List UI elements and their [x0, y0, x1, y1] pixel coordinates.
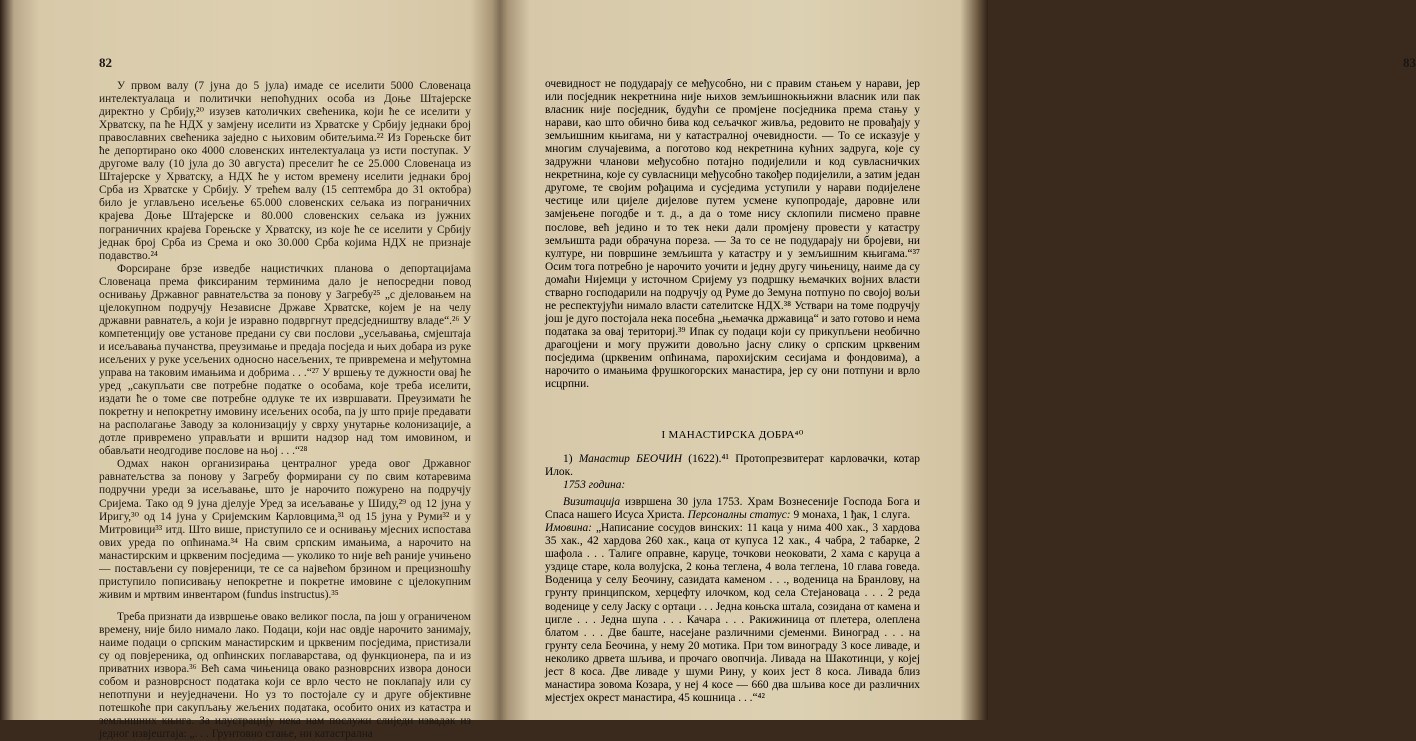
visitation: Визитација извршена 30 јула 1753. Храм Вознесеније Господа Бога и Спаса нашего Исуса Христа. Персоналны статус: 9 монаха, 1 ђак, 1 слуга.: [545, 496, 920, 522]
entry-title: 1) Манастир БЕОЧИН (1622).⁴¹ Протопрезвитерат карловачки, котар Илок.: [545, 453, 920, 479]
property-list: Имовина: „Написание сосудов винских: 11 каца у нима 400 хак., 3 хардова 35 хак., 42 хардова 260 хак., кацa от купуса 12 хак., 4 чабра, 2 табарке, 2 шафола . . . Талиге оправне, каруце, точкови неоковати, 2 хама с каруца а уздице старе, кола волујска, 2 коња тегленa, 4 вола тегленa, 10 глава говеда. Воденица у селу Беочину, сазидата каменом . . ., воденица на Бранлову, на грунту принципском, херцефту илочком, код села Стејановаца . . . 2 реда воденице у селу Јаску с ортаци . . . Једна коњска штала, созидана от камена и цигле . . . Једна шупа . . . Качара . . . Ракижиница от плетера, олеплена блатом . . . Две баште, насејане различними сјеменми. Виноград . . . на грунту села Беочина, у нему 20 мотика. При том винограду 3 косе ливаде, и неколико дрвета шљива, и прочаго овопчија. Ливада на Шакотинци, у којеj јест 8 коса. Две ливаде у шуми Рину, у коих јест 8 коса. Ливада близ манастира зовома Козара, у неј 4 косе — 660 два шљива косе ди различних мјестјех окрест манастира, 45 кошница . . .“⁴²: [545, 522, 920, 704]
paragraph: У првом валу (7 јуна до 5 јула) имаде се иселити 5000 Словенаца интелектуалаца и политички непоћудних особа из Доње Штајерске директно у Србију,²⁰ изузев католичких свећеника, који ће се иселити у Хрватску, па ће НДХ у замјену иселити из Хрватске у Србију једнаки број православних свећеника заједно с њиховим обитељима.²² Из Горењске бит ће депортирано око 4000 словенских интелектуалаца уз исти поступак. У другоме валу (10 јула до 30 августа) преселит ће се 25.000 Словенаца из Штајерске у Хрватску, а НДХ ће у истом времену иселити једнаки број Срба из Хрватске у Србију. У трећем валу (15 септембра до 31 октобра) било је углављено исељење 65.000 словенских сељака из пограничних крајева Доње Штајерске и 80.000 словенских сељака из јужних пограничних крајева Горењске у Хрватску, из које ће се иселити у Србију једнак број Срба из Срема и око 30.000 Срба којима НДХ не признаје подавство.²⁴: [99, 80, 471, 262]
left-page: [0, 0, 500, 741]
year-label: 1753 година:: [563, 479, 626, 492]
paragraph: очевидност не подударају се међусобно, ни с правим стањем у нарави, јер или посједник некретнина није њихов земљишнокњижни власник или пак власник није посједник, будући се промјене посједника према стању у нарави, као што обично бива код сељачког живља, редовито не провађају у земљишним књигама, ни у катастралној очевидности. — То се исказује у многим случајевима, а поготово код некретнина кућних задруга, које су задружни чланови међусобно потајно подијелили и код сувласничких некретнина, које су сувласници међусобно такођер подијелили, а затим један другоме, те својим рођацима и сусједима уступили у нарави подијелене честице или цијеле дијелове путем усмене купопродаје, даровне или замјењене погодбе и т. д., а да о томе нису склопили писмено правне послове, већ једино и то тек неки дали промјену провести у катастру земљишта ради обрачуна пореза. — За то се не подударају ни бројеви, ни културе, ни површине земљишта у катастру и у земљишним књигама.“³⁷ Осим тога потребно је нарочито уочити и једну другу чињеницу, наиме да су домаћи Нијемци у источном Сријему уз подршку њемачких војних власти стварно господарили на подручју од Руме до Земуна потпуно по својој вољи не респектујући нимало власти сателитске НДХ.³⁸ Уствари на томе подручју још је дуго постојала нека посебна „њемачка државица“ и зато готово и нема података за овај териториј.³⁹ Ипак су подаци који су прикупљени необично драгоцјени и могу пружити довољно јасну слику о српским црквеним посједима (црквеним опћинама, парохијским сесијама и фондовима), а нарочито о имањима фрушкогорских манастира, јер су они потпуни и врло исцрпни.: [545, 78, 920, 391]
paragraph: Треба признати да извршење овако великог посла, па још у ограниченом времену, није било нимало лако. Подаци, који нас овдје нарочито занимају, наиме подаци о српским манастирским и црквеним посједима, пристизали су од повјереника, од опћинских поглаварстава, од функционера, па и из приватних извора.³⁶ Већ сама чињеница овако разноврсних извора доноси собом и разноврсност података који се врло често не поклапају или су непотпуни и неуједначени. Но уз то постојале су и друге објективне потешкоће при сакупљању жељених података, особито оних из катастра и земљишних књига. За илустрацију нека нам послужи слиједи извадак из једног извјештаја: „. . . Грунтовно стање, ни катастрална: [99, 610, 471, 741]
entry-block: [545, 453, 920, 705]
right-page-body: [545, 78, 920, 391]
paragraph: Одмах након организирања централног уреда овог Државног равнатељства за понову у Загребу формирани су по свим котаревима подручни уреди за исељавање, што је нарочито пожурено на подручју Сријема. Тако од 9 јуна дјелује Уред за исељавање у Шиду,²⁹ од 12 јуна у Иригу,³⁰ од 14 јуна у Сријемским Карловцима,³¹ од 15 јуна у Руми³² и у Митровици³³ итд. Што више, приступило се и оснивању мјесних испостава ових уреда по опћинама.³⁴ На свим српским имањима, а нарочито на манастирским и црквеним посједима — уколико то није већ раније учињено — постављени су повјереници, те се са највећом брзином и прецизношћу приступило пописивању непокретне и покретне имовине с цјелокупним живим и мртвим инвентаром (fundus instructus).³⁵: [99, 458, 471, 601]
section-heading: I МАНАСТИРСКА ДОБРА⁴⁰: [661, 429, 804, 441]
page-number: 82: [99, 55, 112, 70]
left-page-body: [99, 80, 471, 741]
paragraph: Форсиране брзе изведбе нацистичких планова о депортацијама Словенаца према фиксираним терминима дало је непосредни повод оснивању Државног равнатељства за понову у Загребу²⁵ „с дјеловањем на цјелокупном подручју Независне Државе Хрватске, којем је на челу државни равнатељ, а који је изравно подвргнут предсједништву владе“.²⁶ У компетенцију ове установе предани су сви послови „усељавања, смјештаја и исељавања пучанства, преузимање и предаја посједа и њих добара из руке исељених у руке усељених односно насељених, те привремена и међутомна управа на таковим имањима и добрима . . .“²⁷ У вршењу те дужности овај ће уред „сакупљати све потребне податке о особама, које треба иселити, издати ће о томе све потребне одлуке те их извршавати. Преузимати ће покретну и непокретну имовину исељених особа, па ју што прије предавати на располагање Заводу за колонизацију у сврху унутарње колонизације, а дотле привремено управљати и вршити надзор над том имовином, и обављати неодгодиве послове на њој . . .“²⁸: [99, 262, 471, 458]
page-number: 83: [1403, 55, 1416, 70]
